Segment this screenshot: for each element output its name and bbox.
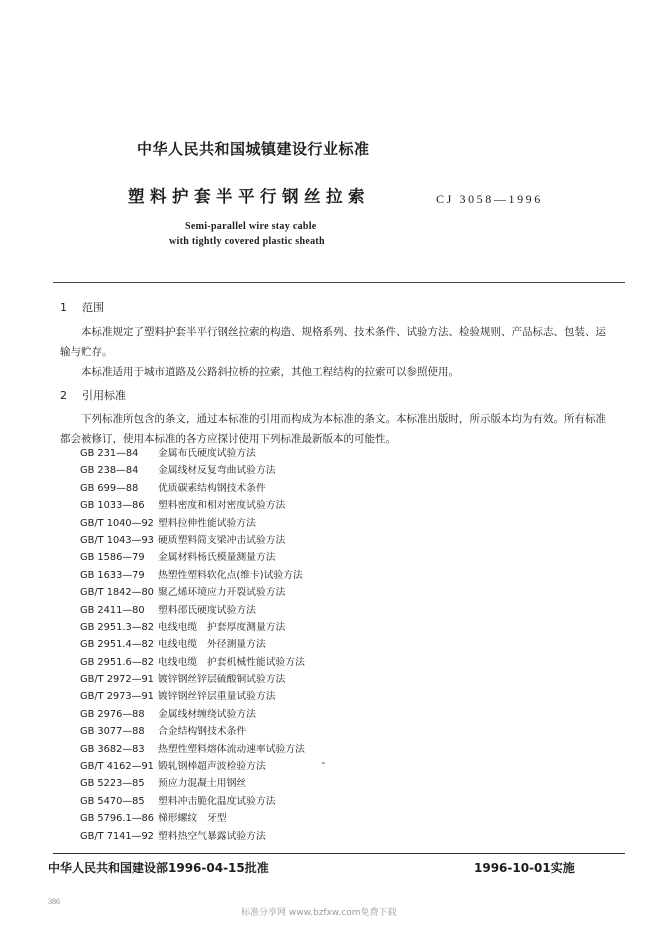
english-title-line-1: Semi-parallel wire stay cable <box>185 221 317 232</box>
paragraph: 下列标准所包含的条文，通过本标准的引用而构成为本标准的条文。本标准出版时，所示版本均为有效。所有标准都会被修订，使用本标准的各方应探讨使用下列标准最新版本的可能性。 <box>60 413 606 445</box>
reference-item <box>80 532 305 549</box>
reference-code: GB 5223—85 <box>80 778 145 790</box>
header-divider <box>53 282 625 283</box>
footer-divider <box>53 853 625 854</box>
section-title: 引用标准 <box>82 389 126 402</box>
reference-item <box>80 741 305 758</box>
stray-mark: ⌄ <box>320 757 327 766</box>
reference-item <box>80 758 305 775</box>
english-title-line-2: with tightly covered plastic sheath <box>169 236 325 247</box>
reference-code: GB 699—88 <box>80 482 139 494</box>
reference-item <box>80 688 305 705</box>
reference-item <box>80 497 305 514</box>
reference-code: GB 1033—86 <box>80 500 145 512</box>
implementation-date: 1996-10-01实施 <box>474 861 575 875</box>
reference-title: 锻轧钢棒超声波检验方法 <box>158 761 266 773</box>
reference-title: 塑料密度和相对密度试验方法 <box>158 500 286 512</box>
page-number: 386 <box>48 897 60 906</box>
paragraph: 本标准规定了塑料护套半平行钢丝拉索的构造、规格系列、技术条件、试验方法、检验规则、产品标志、包装、运输与贮存。 <box>60 326 606 358</box>
reference-code: GB 1633—79 <box>80 569 145 581</box>
reference-item <box>80 671 305 688</box>
reference-title: 合金结构钢技术条件 <box>158 726 247 738</box>
reference-item <box>80 462 305 479</box>
reference-item <box>80 654 305 671</box>
reference-code: GB 2411—80 <box>80 604 145 616</box>
reference-title: 塑料邵氏硬度试验方法 <box>158 604 256 616</box>
reference-code: GB 2976—88 <box>80 708 145 720</box>
reference-title: 电线电缆 护套机械性能试验方法 <box>158 656 305 668</box>
reference-code: GB 2951.4—82 <box>80 639 154 651</box>
reference-title: 热塑性塑料软化点(维卡)试验方法 <box>158 569 303 581</box>
reference-title: 金属材料杨氏模量测量方法 <box>158 552 276 564</box>
approval-line: 中华人民共和国建设部1996-04-15批准 <box>48 861 269 875</box>
watermark-text: 标准分享网 www.bzfxw.com免费下载 <box>241 908 397 918</box>
reference-item <box>80 619 305 636</box>
reference-title: 塑料冲击脆化温度试验方法 <box>158 795 276 807</box>
reference-title: 聚乙烯环境应力开裂试验方法 <box>158 587 286 599</box>
reference-item <box>80 793 305 810</box>
reference-title: 热塑性塑料熔体流动速率试验方法 <box>158 743 305 755</box>
section-1-body <box>60 322 615 382</box>
reference-code: GB/T 1043—93 <box>80 534 154 546</box>
reference-item <box>80 723 305 740</box>
reference-title: 预应力混凝土用钢丝 <box>158 778 247 790</box>
reference-code: GB 3077—88 <box>80 726 145 738</box>
reference-item <box>80 584 305 601</box>
reference-title: 镀锌钢丝锌层重量试验方法 <box>158 691 276 703</box>
reference-title: 镀锌钢丝锌层硫酸铜试验方法 <box>158 674 286 686</box>
reference-item <box>80 706 305 723</box>
reference-code: GB/T 2972—91 <box>80 674 154 686</box>
section-2-heading <box>60 387 126 403</box>
reference-code: GB 231—84 <box>80 448 139 459</box>
reference-item <box>80 480 305 497</box>
reference-title: 电线电缆 外径测量方法 <box>158 639 266 651</box>
reference-title: 金属布氏硬度试验方法 <box>158 448 256 459</box>
reference-code: GB/T 1842—80 <box>80 587 154 599</box>
reference-code: GB/T 1040—92 <box>80 517 154 529</box>
reference-item <box>80 828 305 845</box>
reference-title: 金属线材缠绕试验方法 <box>158 708 256 720</box>
reference-item <box>80 515 305 532</box>
section-number: 2 <box>60 389 67 402</box>
reference-code: GB/T 7141—92 <box>80 830 154 842</box>
reference-title: 硬质塑料简支梁冲击试验方法 <box>158 534 286 546</box>
reference-code: GB/T 2973—91 <box>80 691 154 703</box>
standard-code: CJ 3058—1996 <box>436 192 543 206</box>
document-title: 塑料护套半平行钢丝拉索 <box>128 187 370 206</box>
reference-title: 电线电缆 护套厚度测量方法 <box>158 621 286 633</box>
reference-title: 金属线材反复弯曲试验方法 <box>158 465 276 477</box>
section-1-heading <box>60 299 104 315</box>
reference-item <box>80 810 305 827</box>
reference-item <box>80 445 305 462</box>
reference-title: 优质碳素结构钢技术条件 <box>158 482 266 494</box>
reference-item <box>80 636 305 653</box>
reference-item <box>80 567 305 584</box>
reference-title: 塑料拉伸性能试验方法 <box>158 517 256 529</box>
reference-code: GB 3682—83 <box>80 743 145 755</box>
reference-item <box>80 549 305 566</box>
reference-title: 梯形螺纹 牙型 <box>158 813 227 825</box>
issuing-organization: 中华人民共和国城镇建设行业标准 <box>137 140 370 158</box>
section-2-intro <box>60 409 615 449</box>
reference-code: GB/T 4162—91 <box>80 761 154 773</box>
reference-code: GB 5796.1—86 <box>80 813 154 825</box>
reference-code: GB 5470—85 <box>80 795 145 807</box>
reference-item <box>80 602 305 619</box>
paragraph: 本标准适用于城市道路及公路斜拉桥的拉索，其他工程结构的拉索可以参照使用。 <box>81 366 459 378</box>
reference-code: GB 1586—79 <box>80 552 145 564</box>
section-title: 范围 <box>82 301 104 314</box>
reference-code: GB 2951.3—82 <box>80 621 154 633</box>
reference-code: GB 238—84 <box>80 465 139 477</box>
section-number: 1 <box>60 301 67 314</box>
reference-title: 塑料热空气暴露试验方法 <box>158 830 266 842</box>
reference-code: GB 2951.6—82 <box>80 656 154 668</box>
reference-item <box>80 775 305 792</box>
reference-list <box>80 445 305 845</box>
